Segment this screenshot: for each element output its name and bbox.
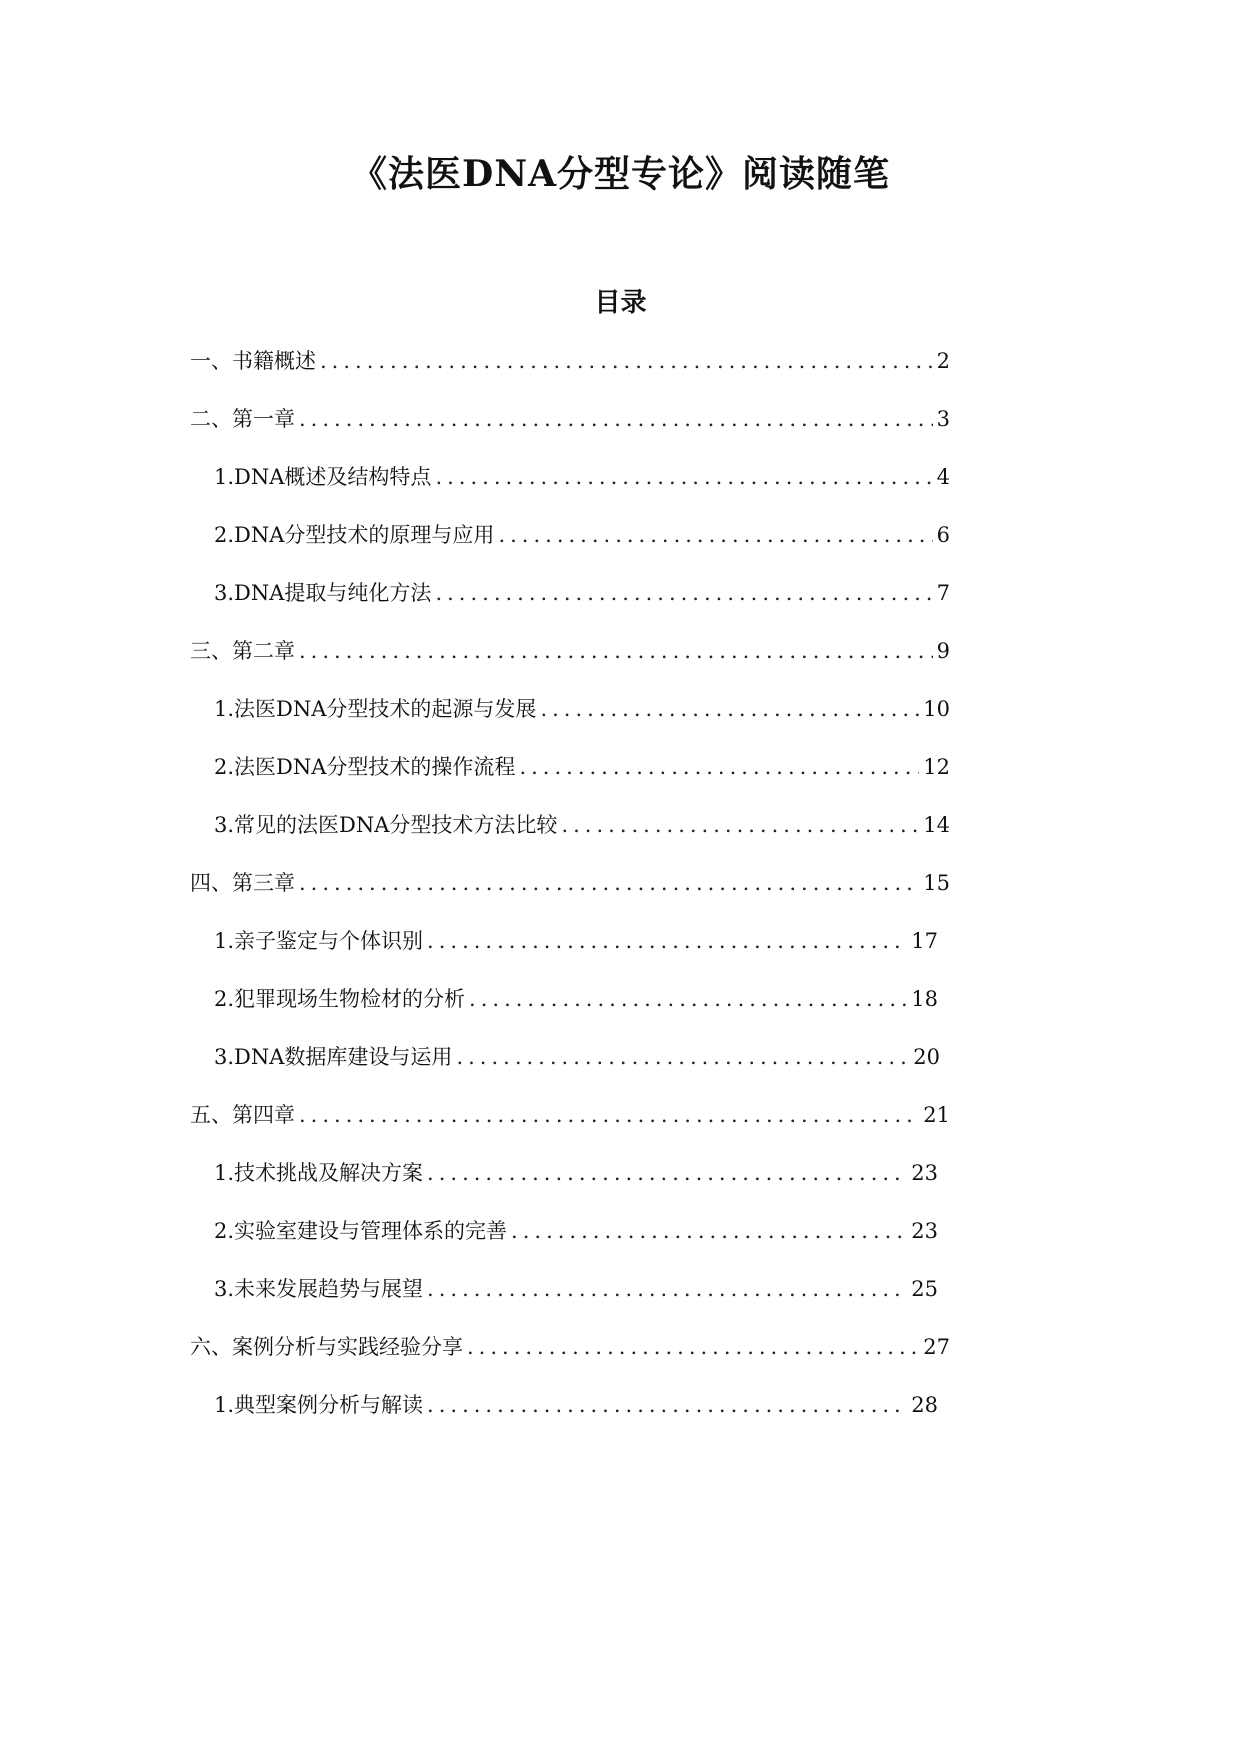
- toc-entry-number: 2.: [214, 755, 235, 779]
- toc-leader-dots: [427, 1388, 907, 1422]
- toc-entry-chapter-4[interactable]: [190, 1098, 950, 1132]
- toc-page-number: 23: [911, 1219, 938, 1243]
- toc-entry-number: 2.: [214, 1219, 235, 1243]
- toc-page-number: 14: [923, 813, 950, 837]
- toc-leader-dots: [320, 344, 933, 378]
- toc-entry-number: 1.: [214, 1393, 235, 1417]
- toc-leader-dots: [299, 402, 933, 436]
- toc-entry-section[interactable]: [214, 750, 950, 784]
- toc-entry-text: DNA提取与纯化方法: [234, 581, 432, 605]
- toc-entry-section[interactable]: [214, 518, 950, 552]
- toc-entry-text: 犯罪现场生物检材的分析: [234, 987, 466, 1011]
- toc-entry-text: 六、案例分析与实践经验分享: [190, 1335, 463, 1359]
- toc-entry-text: 亲子鉴定与个体识别: [234, 929, 424, 953]
- toc-leader-dots: [299, 1098, 919, 1132]
- toc-page-number: 6: [936, 523, 950, 547]
- toc-entry-chapter-3[interactable]: [190, 866, 950, 900]
- toc-entry-section[interactable]: [214, 1214, 938, 1248]
- toc-entry-text: DNA概述及结构特点: [234, 465, 432, 489]
- toc-entry-text: DNA分型技术的原理与应用: [234, 523, 495, 547]
- toc-entry-text: 四、第三章: [190, 871, 295, 895]
- toc-entry-text: 五、第四章: [190, 1103, 295, 1127]
- toc-page-number: 12: [923, 755, 950, 779]
- toc-entry-chapter-2[interactable]: [190, 634, 950, 668]
- toc-entry-text: 未来发展趋势与展望: [234, 1277, 424, 1301]
- toc-page-number: 2: [936, 349, 950, 373]
- toc-entry-section[interactable]: [214, 692, 950, 726]
- toc-entry-text: DNA数据库建设与运用: [234, 1045, 453, 1069]
- toc-leader-dots: [427, 1156, 907, 1190]
- toc-page-number: 7: [936, 581, 950, 605]
- toc-entry-text: 技术挑战及解决方案: [234, 1161, 424, 1185]
- toc-leader-dots: [299, 866, 919, 900]
- toc-leader-dots: [498, 518, 932, 552]
- toc-leader-dots: [435, 576, 932, 610]
- toc-entry-section[interactable]: [214, 1040, 940, 1074]
- toc-leader-dots: [511, 1214, 907, 1248]
- toc-entry-text: 法医DNA分型技术的操作流程: [234, 755, 516, 779]
- toc-entry-text: 典型案例分析与解读: [234, 1393, 424, 1417]
- toc-entry-section[interactable]: [214, 924, 938, 958]
- toc-leader-dots: [299, 634, 933, 668]
- toc-page-number: 18: [911, 987, 938, 1011]
- toc-entry-number: 2.: [214, 523, 235, 547]
- toc-leader-dots: [561, 808, 919, 842]
- toc-page-number: 3: [936, 407, 950, 431]
- toc-page-number: 10: [923, 697, 950, 721]
- toc-leader-dots: [519, 750, 919, 784]
- toc-entry-section[interactable]: [214, 808, 950, 842]
- toc-entry-text: 一、书籍概述: [190, 349, 316, 373]
- toc-entry-number: 3.: [214, 813, 235, 837]
- toc-leader-dots: [427, 924, 907, 958]
- toc-entry-section[interactable]: [214, 982, 938, 1016]
- toc-entry-number: 1.: [214, 697, 235, 721]
- toc-entry-number: 3.: [214, 1277, 235, 1301]
- toc-heading: 目录: [594, 288, 647, 318]
- toc-page-number: 20: [913, 1045, 940, 1069]
- toc-entry-case-studies[interactable]: [190, 1330, 950, 1364]
- toc-entry-number: 1.: [214, 465, 235, 489]
- page-title: 《法医DNA分型专论》阅读随笔: [350, 153, 891, 195]
- toc-entry-section[interactable]: [214, 1388, 938, 1422]
- toc-page-number: 25: [911, 1277, 938, 1301]
- toc-entry-text: 实验室建设与管理体系的完善: [234, 1219, 508, 1243]
- toc-entry-number: 3.: [214, 1045, 235, 1069]
- toc-entry-section[interactable]: [214, 1156, 938, 1190]
- toc-page-number: 27: [923, 1335, 950, 1359]
- toc-page-number: 23: [911, 1161, 938, 1185]
- toc-leader-dots: [469, 982, 907, 1016]
- toc-page-number: 4: [936, 465, 950, 489]
- toc-entry-number: 2.: [214, 987, 235, 1011]
- toc-entry-text: 常见的法医DNA分型技术方法比较: [234, 813, 558, 837]
- toc-entry-chapter-1[interactable]: [190, 402, 950, 436]
- toc-leader-dots: [467, 1330, 919, 1364]
- toc-entry-number: 1.: [214, 929, 235, 953]
- toc-entry-section[interactable]: [214, 576, 950, 610]
- toc-entry-overview[interactable]: [190, 344, 950, 378]
- toc-page-number: 21: [923, 1103, 950, 1127]
- toc-entry-section[interactable]: [214, 460, 950, 494]
- toc-leader-dots: [427, 1272, 907, 1306]
- toc-leader-dots: [456, 1040, 909, 1074]
- toc-entry-text: 法医DNA分型技术的起源与发展: [234, 697, 537, 721]
- toc-leader-dots: [540, 692, 919, 726]
- toc-page-number: 9: [936, 639, 950, 663]
- toc-leader-dots: [435, 460, 932, 494]
- toc-entry-section[interactable]: [214, 1272, 938, 1306]
- toc-entry-number: 1.: [214, 1161, 235, 1185]
- toc-entry-number: 3.: [214, 581, 235, 605]
- toc-entry-text: 二、第一章: [190, 407, 295, 431]
- toc-entry-text: 三、第二章: [190, 639, 295, 663]
- toc-page-number: 28: [911, 1393, 938, 1417]
- toc-page-number: 15: [923, 871, 950, 895]
- toc-page-number: 17: [911, 929, 938, 953]
